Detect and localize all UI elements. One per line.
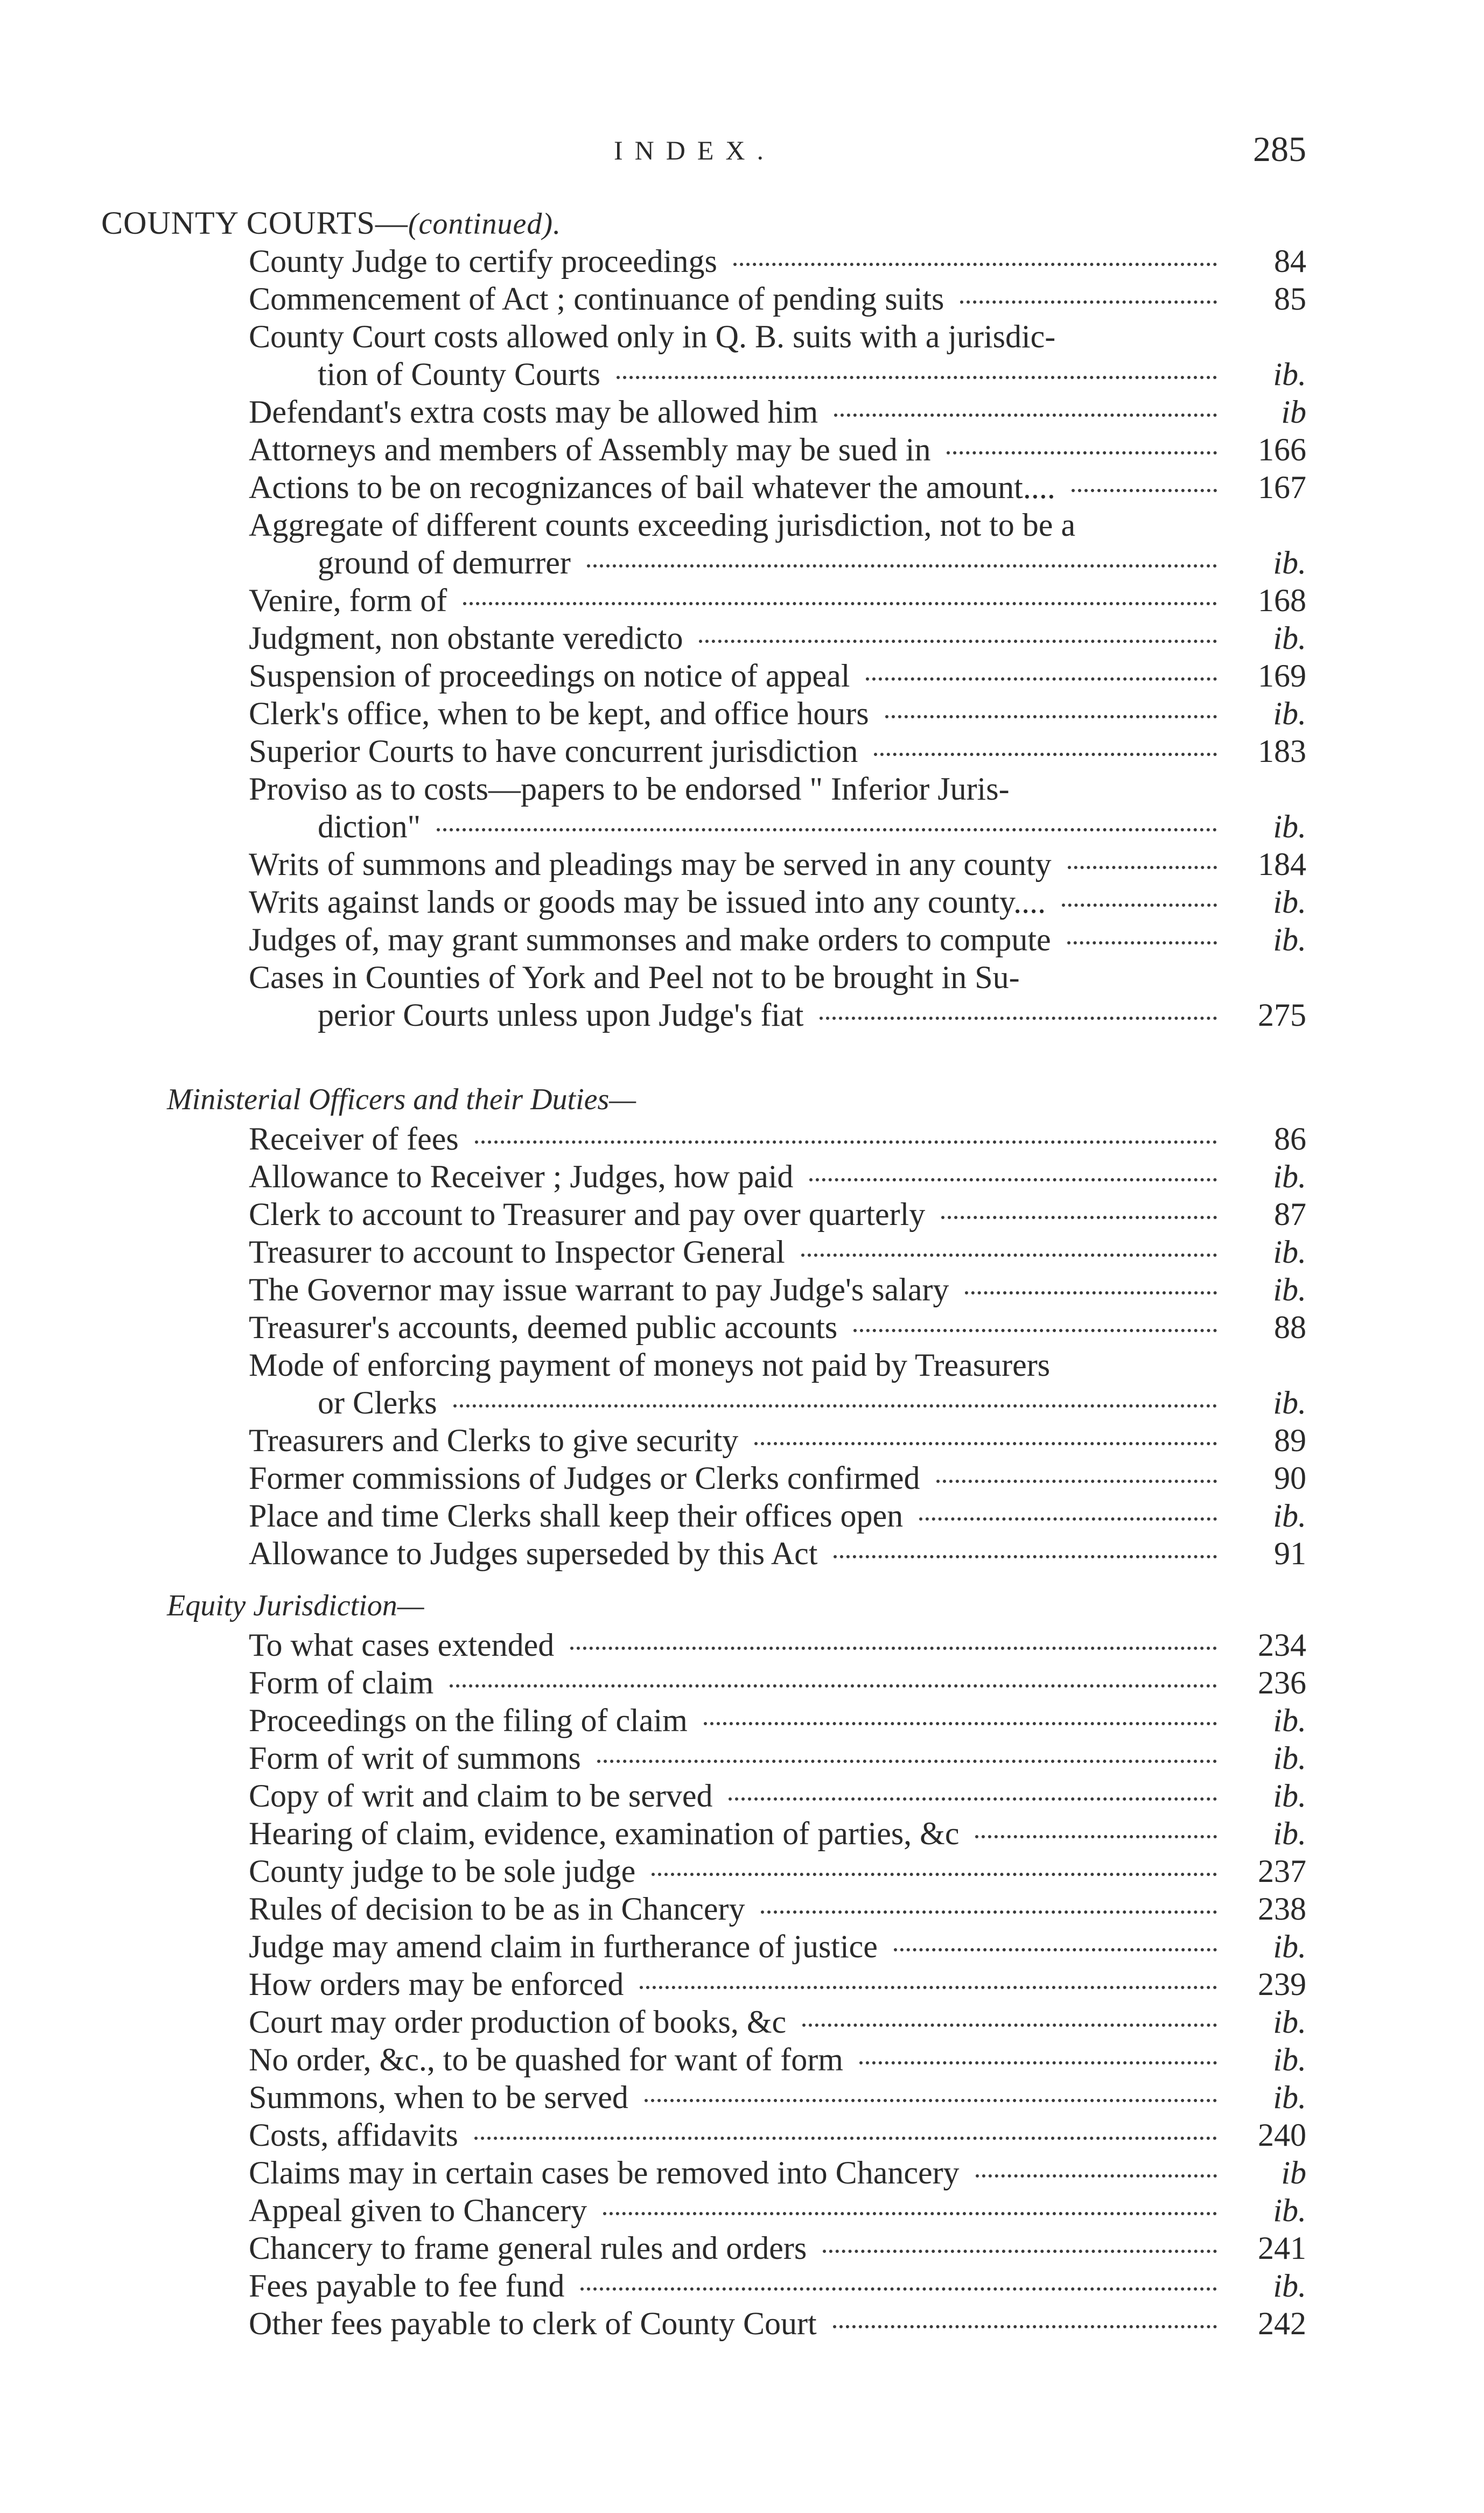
dot-leader (640, 1986, 1217, 1989)
section-heading (101, 205, 561, 242)
page-reference: ib. (1236, 619, 1306, 657)
index-entry-line (0, 657, 1484, 695)
index-entry-line (0, 1120, 1484, 1158)
page-reference: 275 (1236, 996, 1306, 1034)
entry-text: Summons, when to be served (249, 2078, 634, 2116)
page-reference: ib. (1236, 1815, 1306, 1852)
section-heading-note: (continued). (408, 207, 562, 241)
section-heading (167, 1588, 424, 1623)
entry-text: Costs, affidavits (249, 2116, 464, 2154)
entry-text: Former commissions of Judges or Clerks confirmed (249, 1459, 926, 1497)
index-entry-line (0, 1739, 1484, 1777)
index-entry-line (0, 280, 1484, 318)
index-entry-line (0, 582, 1484, 619)
dot-leader (570, 1647, 1217, 1650)
entry-text: Venire, form of (249, 582, 452, 619)
index-entry-line (0, 732, 1484, 770)
dot-leader (1067, 941, 1217, 944)
page-reference: ib. (1236, 883, 1306, 921)
index-entry-line (0, 1158, 1484, 1195)
entry-text: ground of demurrer (318, 544, 576, 582)
page-reference: 90 (1236, 1459, 1306, 1497)
entry-text: perior Courts unless upon Judge's fiat (318, 996, 809, 1034)
page-reference: 89 (1236, 1422, 1306, 1459)
index-entry-line (0, 544, 1484, 582)
page-reference: ib. (1236, 1384, 1306, 1422)
page-reference: ib. (1236, 2003, 1306, 2041)
page-reference: ib (1236, 2154, 1306, 2192)
dot-leader (1062, 904, 1217, 907)
entry-text: diction" (318, 808, 426, 845)
entry-text: Judges of, may grant summonses and make orders to compute (249, 921, 1056, 958)
entry-text: Treasurer's accounts, deemed public accounts (249, 1308, 843, 1346)
page-reference: ib. (1236, 1233, 1306, 1271)
page-reference: 241 (1236, 2229, 1306, 2267)
entry-text: Superior Courts to have concurrent jurisdiction (249, 732, 863, 770)
entry-text: County Judge to certify proceedings (249, 242, 723, 280)
dot-leader (833, 2325, 1217, 2328)
entry-text: Court may order production of books, &c (249, 2003, 792, 2041)
dot-leader (947, 451, 1217, 454)
page-reference: ib. (1236, 695, 1306, 732)
page-reference: ib. (1236, 2267, 1306, 2305)
dot-leader (976, 2174, 1217, 2178)
index-entry-line (0, 1852, 1484, 1890)
section-heading (167, 1082, 636, 1117)
dot-leader (733, 263, 1217, 266)
page-reference: ib. (1236, 1702, 1306, 1739)
page-reference: ib (1236, 393, 1306, 431)
dot-leader (859, 2061, 1217, 2064)
index-entry-line (0, 1928, 1484, 1965)
dot-leader (437, 828, 1217, 831)
entry-text: Chancery to frame general rules and orders (249, 2229, 812, 2267)
entry-text: Place and time Clerks shall keep their offices open (249, 1497, 908, 1535)
entry-text: To what cases extended (249, 1626, 559, 1664)
section-heading-text: Ministerial Officers and their Duties— (167, 1083, 636, 1116)
index-entry-line (0, 2078, 1484, 2116)
dot-leader (450, 1684, 1217, 1688)
index-entry-line (0, 1384, 1484, 1422)
dot-leader (1072, 489, 1217, 492)
index-entry-line (0, 468, 1484, 506)
index-entry-line (0, 318, 1484, 355)
entry-text: Proviso as to costs—papers to be endorsed " Inferior Juris- (249, 770, 1015, 808)
index-entry-line (0, 1890, 1484, 1928)
index-entry-line (0, 393, 1484, 431)
index-entry-line (0, 1422, 1484, 1459)
entry-text: Rules of decision to be as in Chancery (249, 1890, 750, 1928)
entry-text: Treasurers and Clerks to give security (249, 1422, 744, 1459)
index-entry-line (0, 808, 1484, 845)
page-reference: ib. (1236, 1497, 1306, 1535)
dot-leader (603, 2212, 1217, 2215)
entry-text: Claims may in certain cases be removed into Chancery (249, 2154, 965, 2192)
index-entry-line (0, 1815, 1484, 1852)
dot-leader (453, 1404, 1217, 1408)
page-reference: ib. (1236, 808, 1306, 845)
index-entry-line (0, 2041, 1484, 2078)
dot-leader (1068, 866, 1217, 869)
page-reference: 167 (1236, 468, 1306, 506)
entry-text: Hearing of claim, evidence, examination of parties, &c (249, 1815, 964, 1852)
entry-text: Copy of writ and claim to be served (249, 1777, 718, 1815)
index-entry-line (0, 619, 1484, 657)
page-reference: ib. (1236, 921, 1306, 958)
entry-text: Proceedings on the filing of claim (249, 1702, 693, 1739)
dot-leader (729, 1797, 1217, 1801)
index-entry-line (0, 1195, 1484, 1233)
dot-leader (823, 2250, 1217, 2253)
entry-text: How orders may be enforced (249, 1965, 629, 2003)
index-entry-line (0, 1777, 1484, 1815)
dot-leader (834, 414, 1217, 417)
dot-leader (960, 300, 1217, 304)
index-entry-line (0, 1626, 1484, 1664)
index-entry-line (0, 1308, 1484, 1346)
entry-text: Mode of enforcing payment of moneys not paid by Treasurers (249, 1346, 1055, 1384)
page-reference: ib. (1236, 355, 1306, 393)
dot-leader (894, 1948, 1217, 1951)
entry-text: tion of County Courts (318, 355, 606, 393)
page-reference: ib. (1236, 2041, 1306, 2078)
entry-text: Suspension of proceedings on notice of appeal (249, 657, 855, 695)
running-title: INDEX. (614, 135, 776, 165)
index-entry-line (0, 2305, 1484, 2342)
index-entry-line (0, 242, 1484, 280)
index-entry-line (0, 2267, 1484, 2305)
page-reference: ib. (1236, 2192, 1306, 2229)
page-reference: 236 (1236, 1664, 1306, 1702)
page-reference: ib. (1236, 544, 1306, 582)
entry-text: Clerk's office, when to be kept, and office hours (249, 695, 874, 732)
entry-text: Writs against lands or goods may be issued into any county.... (249, 883, 1051, 921)
page-reference: ib. (1236, 1777, 1306, 1815)
dot-leader (704, 1722, 1217, 1725)
index-entry-line (0, 1271, 1484, 1308)
entry-text: Treasurer to account to Inspector General (249, 1233, 790, 1271)
index-entry-line (0, 2003, 1484, 2041)
page-reference: 242 (1236, 2305, 1306, 2342)
index-entry-line (0, 1459, 1484, 1497)
index-entry-line (0, 2116, 1484, 2154)
entry-text: County Court costs allowed only in Q. B. suits with a jurisdic- (249, 318, 1061, 355)
index-entry-line (0, 1664, 1484, 1702)
dot-leader (919, 1517, 1217, 1521)
dot-leader (475, 1140, 1217, 1144)
page-reference: 169 (1236, 657, 1306, 695)
dot-leader (820, 1017, 1217, 1020)
dot-leader (617, 376, 1217, 379)
dot-leader (754, 1442, 1217, 1445)
dot-leader (885, 715, 1217, 718)
index-entry-line (0, 1497, 1484, 1535)
page-reference: 85 (1236, 280, 1306, 318)
entry-text: Judgment, non obstante veredicto (249, 619, 688, 657)
index-entry-line (0, 921, 1484, 958)
dot-leader (834, 1555, 1217, 1558)
entry-text: Allowance to Judges superseded by this Act (249, 1535, 823, 1572)
page-reference: ib. (1236, 1928, 1306, 1965)
entry-text: Cases in Counties of York and Peel not to be brought in Su- (249, 958, 1025, 996)
dot-leader (580, 2287, 1217, 2291)
dot-leader (463, 602, 1217, 605)
page-reference: ib. (1236, 2078, 1306, 2116)
page-reference: 86 (1236, 1120, 1306, 1158)
page-reference: 91 (1236, 1535, 1306, 1572)
dot-leader (801, 1254, 1217, 1257)
page-number: 285 (1253, 130, 1306, 169)
entry-text: Other fees payable to clerk of County Court (249, 2305, 822, 2342)
index-entry-line (0, 2192, 1484, 2229)
entry-text: No order, &c., to be quashed for want of form (249, 2041, 849, 2078)
entry-text: Defendant's extra costs may be allowed him (249, 393, 823, 431)
page-reference: 183 (1236, 732, 1306, 770)
page-reference: 184 (1236, 845, 1306, 883)
dot-leader (474, 2137, 1217, 2140)
page-reference: 237 (1236, 1852, 1306, 1890)
entry-text: Form of writ of summons (249, 1739, 586, 1777)
dot-leader (941, 1216, 1217, 1219)
page-reference: 166 (1236, 431, 1306, 468)
entry-text: Attorneys and members of Assembly may be sued in (249, 431, 936, 468)
index-entry-line (0, 1965, 1484, 2003)
entry-text: Allowance to Receiver ; Judges, how paid (249, 1158, 799, 1195)
page-reference: ib. (1236, 1158, 1306, 1195)
page-reference: 234 (1236, 1626, 1306, 1664)
entry-text: The Governor may issue warrant to pay Judge's salary (249, 1271, 954, 1308)
index-entry-line (0, 355, 1484, 393)
index-entry-line (0, 1535, 1484, 1572)
index-entry-line (0, 958, 1484, 996)
entry-text: County judge to be sole judge (249, 1852, 641, 1890)
dot-leader (853, 1329, 1217, 1332)
running-head (0, 129, 1484, 178)
index-entry-line (0, 883, 1484, 921)
page-reference: ib. (1236, 1739, 1306, 1777)
dot-leader (645, 2099, 1217, 2102)
index-entry-line (0, 1346, 1484, 1384)
index-entry-line (0, 695, 1484, 732)
page-reference: 84 (1236, 242, 1306, 280)
dot-leader (597, 1760, 1217, 1763)
page-reference: 239 (1236, 1965, 1306, 2003)
page-reference: ib. (1236, 1271, 1306, 1308)
page-reference: 87 (1236, 1195, 1306, 1233)
entry-text: Actions to be on recognizances of bail whatever the amount.... (249, 468, 1061, 506)
entry-text: Form of claim (249, 1664, 439, 1702)
entry-text: Appeal given to Chancery (249, 2192, 592, 2229)
dot-leader (699, 640, 1217, 643)
entry-text: Fees payable to fee fund (249, 2267, 570, 2305)
section-heading-text: COUNTY COURTS— (101, 205, 408, 241)
entry-text: Receiver of fees (249, 1120, 464, 1158)
dot-leader (866, 677, 1217, 681)
dot-leader (587, 564, 1217, 568)
index-entry-line (0, 2154, 1484, 2192)
entry-text: Judge may amend claim in furtherance of justice (249, 1928, 883, 1965)
entry-text: Commencement of Act ; continuance of pending suits (249, 280, 949, 318)
index-entry-line (0, 506, 1484, 544)
index-entry-line (0, 2229, 1484, 2267)
page-reference: 238 (1236, 1890, 1306, 1928)
dot-leader (809, 1178, 1217, 1181)
index-entry-line (0, 1702, 1484, 1739)
index-entry-line (0, 845, 1484, 883)
dot-leader (936, 1480, 1217, 1483)
index-entry-line (0, 1233, 1484, 1271)
entry-text: Writs of summons and pleadings may be served in any county (249, 845, 1057, 883)
entry-text: Aggregate of different counts exceeding jurisdiction, not to be a (249, 506, 1081, 544)
dot-leader (652, 1873, 1217, 1876)
page-reference: 88 (1236, 1308, 1306, 1346)
page-reference: 240 (1236, 2116, 1306, 2154)
dot-leader (874, 753, 1217, 756)
index-entry-line (0, 770, 1484, 808)
entry-text: Clerk to account to Treasurer and pay over quarterly (249, 1195, 930, 1233)
index-entry-line (0, 996, 1484, 1034)
dot-leader (965, 1291, 1217, 1294)
dot-leader (761, 1910, 1217, 1914)
section-heading-text: Equity Jurisdiction— (167, 1589, 424, 1622)
dot-leader (975, 1835, 1217, 1838)
index-entry-line (0, 431, 1484, 468)
dot-leader (802, 2024, 1217, 2027)
entry-text: or Clerks (318, 1384, 443, 1422)
page-reference: 168 (1236, 582, 1306, 619)
